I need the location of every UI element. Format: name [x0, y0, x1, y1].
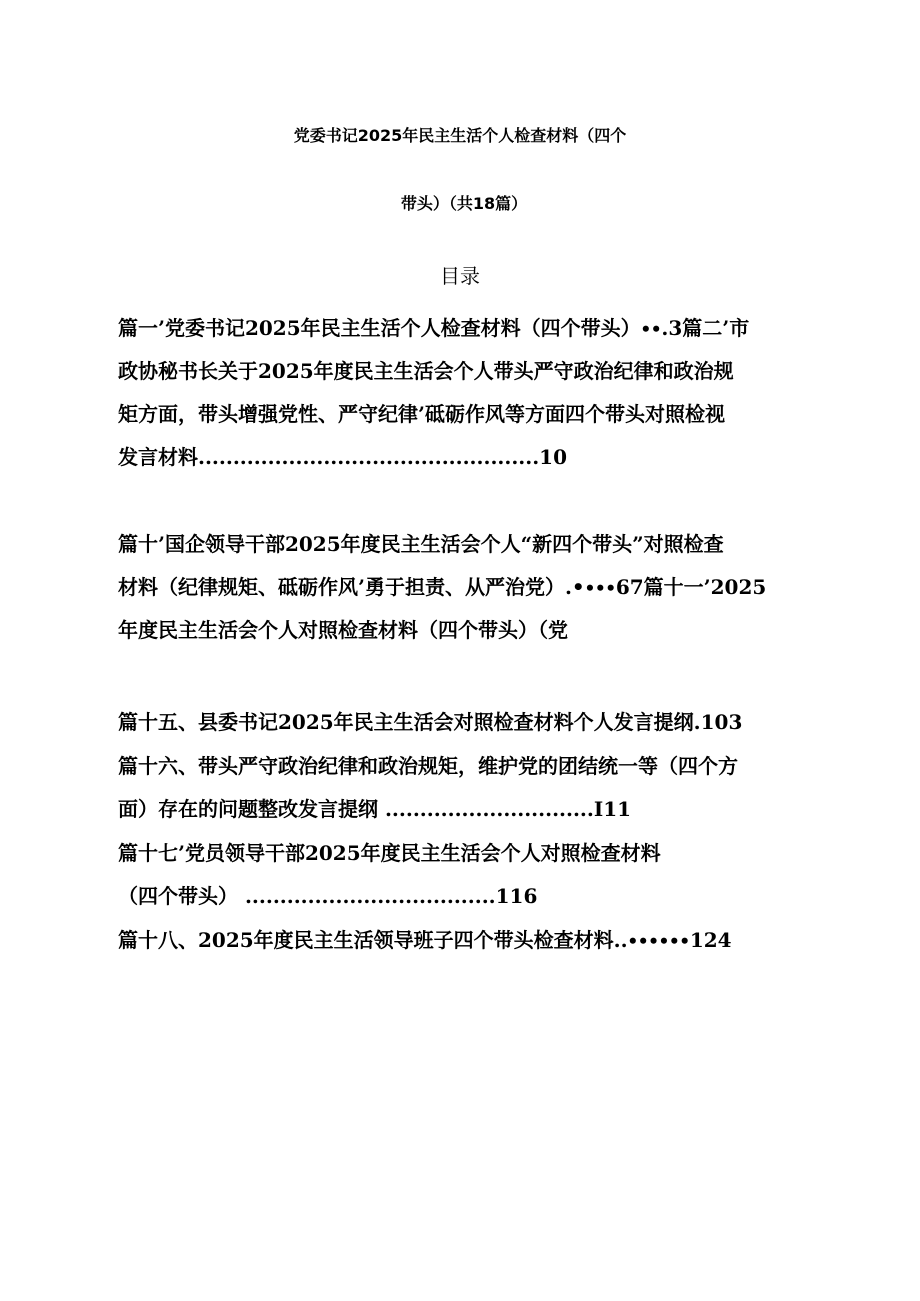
toc-line: 发言材料.................................................10: [118, 445, 568, 469]
toc-line: 年度民主生活会个人对照检查材料（四个带头）（党: [118, 618, 568, 642]
toc-line: 篇十五、县委书记2025年民主生活会对照检查材料个人发言提纲.103: [118, 710, 743, 734]
document-title-line-2: 带头）（共18篇）: [400, 194, 528, 213]
toc-line: 政协秘书长关于2025年度民主生活会个人带头严守政治纪律和政治规: [118, 359, 734, 383]
toc-line: 篇十七’党员领导干部2025年度民主生活会个人对照检查材料: [118, 841, 661, 865]
toc-line: 篇十六、带头严守政治纪律和政治规矩，维护党的团结统一等（四个方: [118, 754, 738, 778]
document-title-line-1: 党委书记2025年民主生活个人检查材料（四个: [293, 126, 627, 145]
toc-line: 矩方面，带头增强党性、严守纪律’砥砺作风等方面四个带头对照检视: [118, 402, 725, 426]
toc-line: 篇一’党委书记2025年民主生活个人检查材料（四个带头）∙∙.3篇二’市: [118, 316, 750, 340]
toc-line: 篇十八、2025年度民主生活领导班子四个带头检查材料..∙∙∙∙∙∙124: [118, 928, 732, 952]
toc-line: （四个带头） ....................................116: [118, 884, 538, 908]
toc-line: 材料（纪律规矩、砥砺作风’勇于担责、从严治党）.•∙∙∙67篇十一’2025: [118, 575, 767, 599]
toc-line: 面）存在的问题整改发言提纲 ..............................I11: [118, 797, 632, 821]
toc-heading: 目录: [440, 264, 480, 288]
toc-line: 篇十’国企领导干部2025年度民主生活会个人“新四个带头”对照检查: [118, 532, 724, 556]
